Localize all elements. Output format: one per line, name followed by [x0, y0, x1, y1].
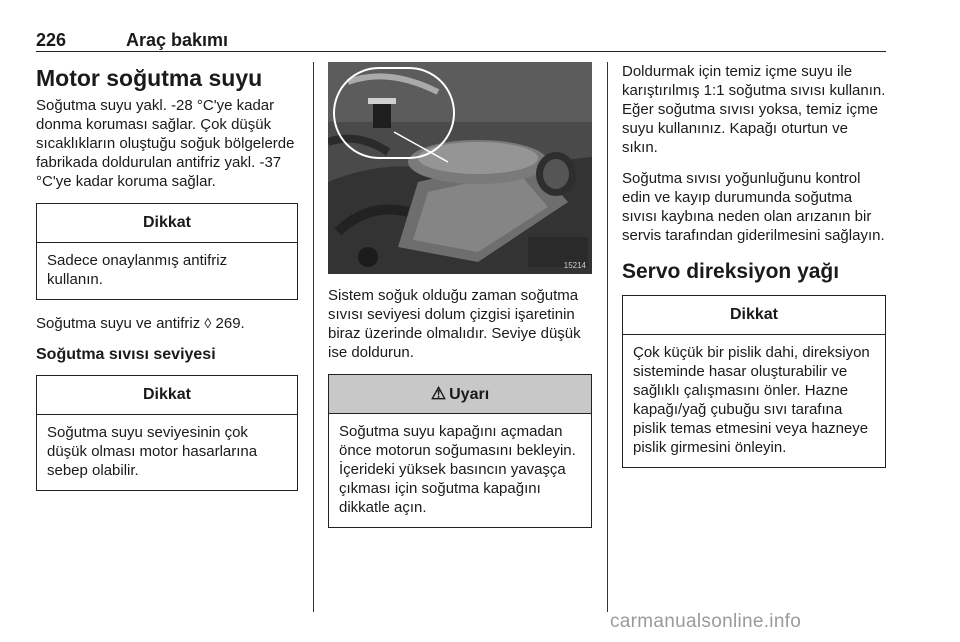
coolant-reservoir-illustration [328, 62, 592, 274]
section-heading-coolant: Motor soğutma suyu [36, 65, 263, 91]
column-2 [328, 62, 592, 542]
engine-bay-photo [328, 62, 592, 274]
reference-page[interactable]: 269. [215, 315, 245, 332]
figure-code: 15214 [563, 261, 586, 270]
caution-text: Sadece onaylanmış antifriz kullanın. [47, 252, 228, 288]
page-ref-icon: ◊ [204, 315, 212, 331]
coolant-intro-paragraph: Soğutma suyu yakl. -28 °C'ye kadar donma koruması sağlar. Çok düşük sıcaklıkların oluştuğu soğuk bölgelerde fabrikada doldurulan antifriz yakl. -37 °C'ye kadar koruma sağlar. [36, 97, 295, 190]
caution-box-coolant-level [36, 375, 298, 491]
caution-text: Çok küçük bir pislik dahi, direksiyon sisteminde hasar oluşturabilir ve sağlıklı çalışmasını önler. Hazne kapağı/yağ çubuğu sıvı tarafına pislik temas etmesini veya hazneye pislik girmesini önleyin. [633, 344, 870, 456]
caution-box-antifreeze [36, 203, 298, 300]
section-heading-power-steering: Servo direksiyon yağı [622, 260, 840, 283]
column-divider-1 [313, 62, 314, 612]
cross-reference [36, 314, 298, 333]
caution-box-power-steering [622, 295, 886, 468]
reference-text: Soğutma suyu ve antifriz [36, 315, 201, 332]
column-3 [622, 62, 886, 482]
refill-paragraph: Doldurmak için temiz içme suyu ile karıştırılmış 1:1 soğutma sıvısı kullanın. Eğer soğutma sıvısı yoksa, temiz içme suyu kullanınız. Kapağı oturtun ve sıkın. [622, 63, 886, 156]
column-divider-2 [607, 62, 608, 612]
warning-icon: ⚠ [430, 384, 447, 403]
caution-title: Dikkat [37, 204, 297, 243]
warning-box [328, 374, 592, 528]
caution-text: Soğutma suyu seviyesinin çok düşük olması motor hasarlarına sebep olabilir. [47, 424, 258, 479]
column-1 [36, 62, 298, 505]
warning-text: Soğutma suyu kapağını açmadan önce motorun soğumasını bekleyin. İçerideki yüksek basıncın yavaşça çıkması için soğutma kapağını dikkatle açın. [339, 423, 576, 516]
watermark: carmanualsonline.info [610, 611, 802, 632]
figure-caption: Sistem soğuk olduğu zaman soğutma sıvısı seviyesi dolum çizgisi işaretinin biraz üzerinde olmalıdır. Seviye düşük ise doldurun. [328, 287, 581, 361]
density-paragraph: Soğutma sıvısı yoğunluğunu kontrol edin ve kayıp durumunda soğutma sıvısı kaybına neden olan arızanın bir servis tarafından giderilmesini sağlayın. [622, 170, 885, 244]
section-title: Araç bakımı [126, 30, 229, 50]
warning-header [329, 375, 591, 414]
subheading-coolant-level: Soğutma sıvısı seviyesi [36, 346, 216, 363]
warning-title: Uyarı [449, 386, 490, 403]
caution-title: Dikkat [37, 376, 297, 415]
page-number: 226 [36, 30, 67, 50]
caution-title: Dikkat [623, 296, 885, 335]
header-rule [36, 51, 886, 52]
page-header [36, 30, 886, 50]
